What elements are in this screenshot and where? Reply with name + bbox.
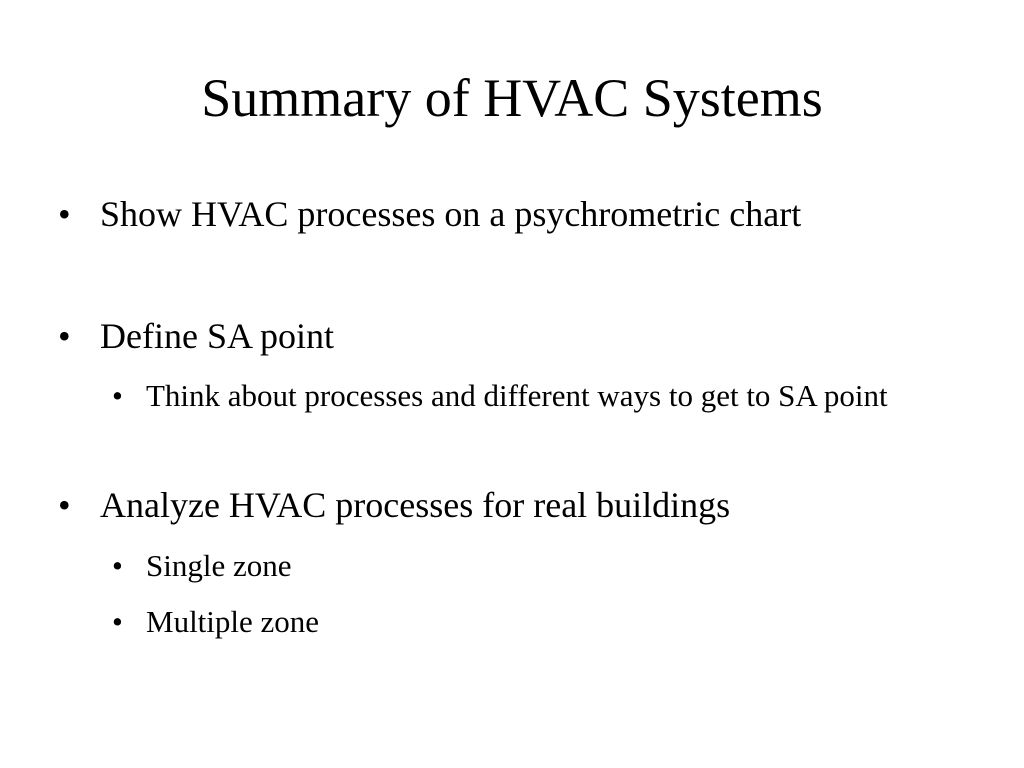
- bullet-text: Multiple zone: [146, 604, 320, 639]
- bullet-text: Define SA point: [100, 316, 334, 356]
- bullet-text: Single zone: [146, 548, 292, 583]
- sub-bullet-item: [112, 373, 972, 419]
- sub-bullet-item: [112, 543, 972, 589]
- bullet-dot-icon: •: [112, 604, 123, 639]
- bullet-text: Show HVAC processes on a psychrometric chart: [100, 194, 802, 234]
- bullet-item: [58, 479, 958, 531]
- bullet-dot-icon: •: [58, 194, 71, 234]
- bullet-text: Analyze HVAC processes for real buildings: [100, 485, 731, 525]
- bullet-dot-icon: •: [58, 485, 71, 525]
- bullet-dot-icon: •: [112, 548, 123, 583]
- bullet-dot-icon: •: [58, 316, 71, 356]
- sub-bullet-item: [112, 599, 972, 645]
- slide-title: Summary of HVAC Systems: [201, 68, 823, 128]
- bullet-item: [58, 310, 958, 362]
- bullet-dot-icon: •: [112, 378, 123, 413]
- bullet-text: Think about processes and different ways to get to SA point: [146, 378, 888, 413]
- bullet-item: [58, 188, 958, 240]
